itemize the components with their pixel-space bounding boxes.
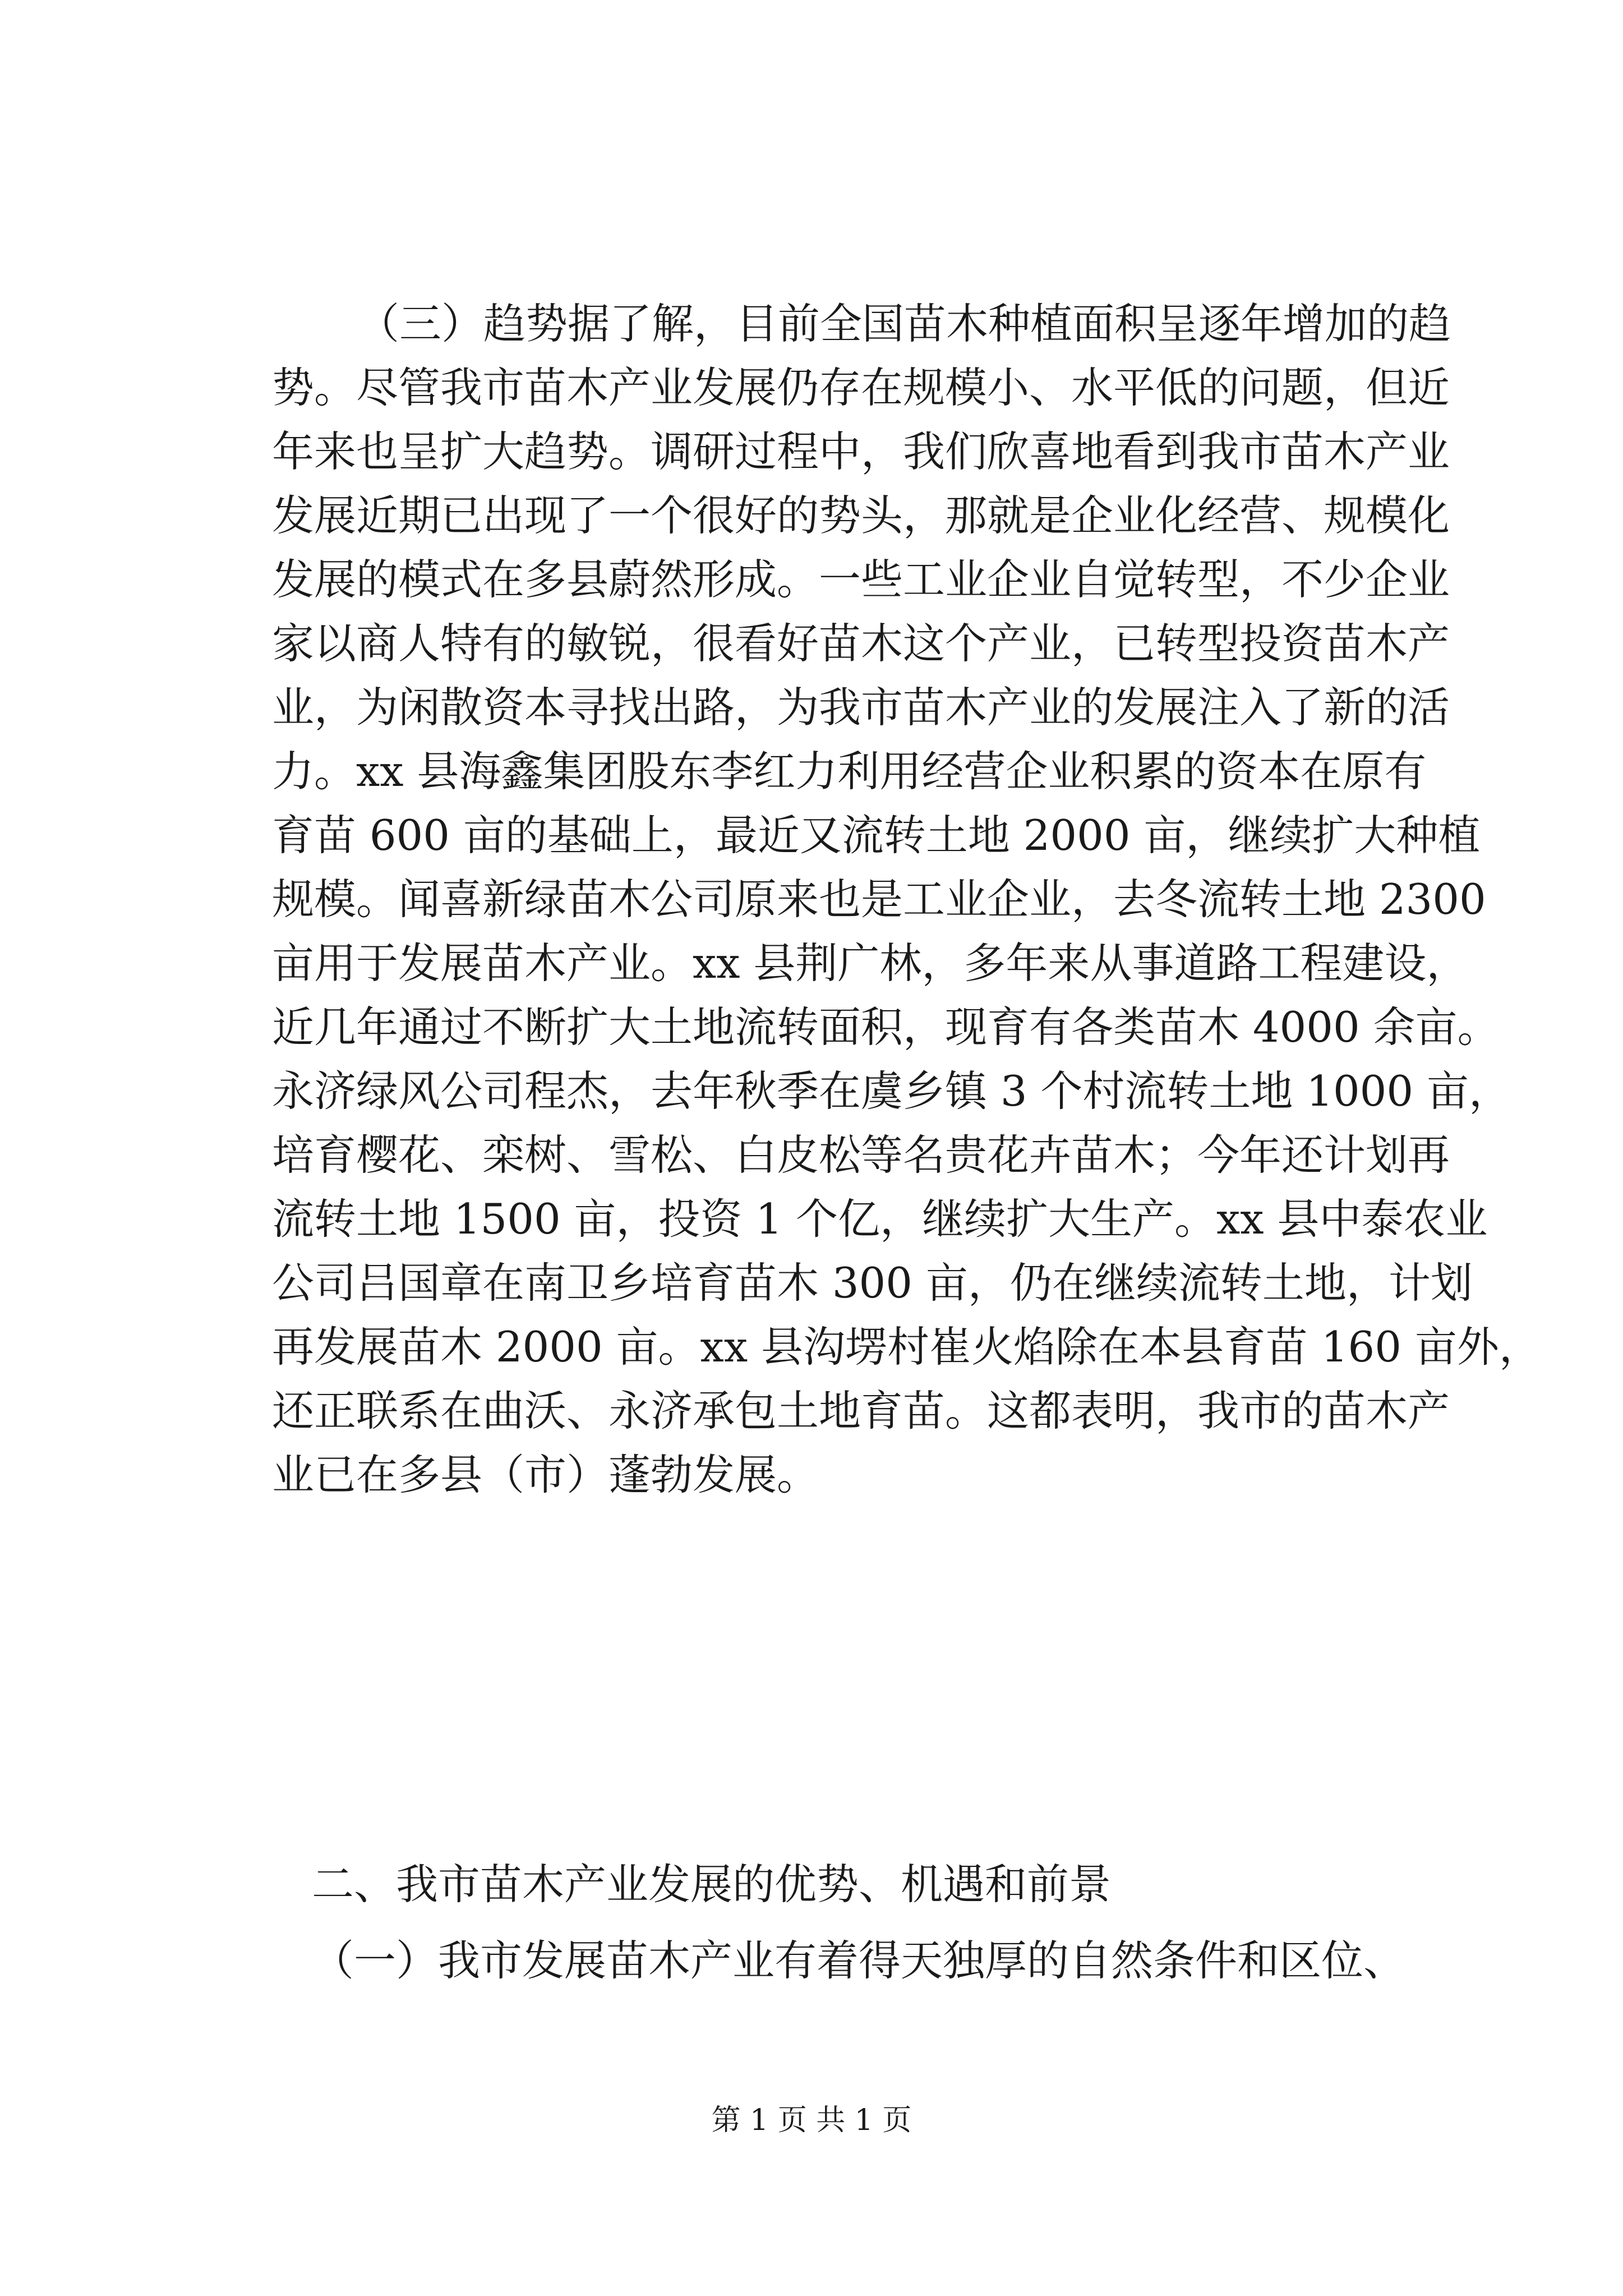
- subsection-heading: （一）我市发展苗木产业有着得天独厚的自然条件和区位、: [312, 1936, 1406, 1985]
- paragraph-line: 业已在多县（市）蓬勃发展。: [272, 1450, 819, 1499]
- paragraph-line: 年来也呈扩大趋势。调研过程中，我们欣喜地看到我市苗木产业: [272, 427, 1450, 476]
- paragraph-line: 培育樱花、栾树、雪松、白皮松等名贵花卉苗木；今年还计划再: [272, 1130, 1450, 1180]
- paragraph-line: 永济绿风公司程杰，去年秋季在虞乡镇 3 个村流转土地 1000 亩，: [272, 1066, 1511, 1116]
- paragraph-line: 育苗 600 亩的基础上，最近又流转土地 2000 亩，继续扩大种植: [272, 811, 1481, 860]
- paragraph-line: 近几年通过不断扩大土地流转面积，现育有各类苗木 4000 余亩。: [272, 1002, 1500, 1052]
- paragraph-line: （三）趋势据了解，目前全国苗木种植面积呈逐年增加的趋: [357, 299, 1451, 348]
- paragraph-line: 规模。闻喜新绿苗木公司原来也是工业企业，去冬流转土地 2300: [272, 875, 1486, 924]
- paragraph-line: 再发展苗木 2000 亩。xx 县沟塄村崔火焰除在本县育苗 160 亩外，: [272, 1322, 1541, 1372]
- paragraph-line: 势。尽管我市苗木产业发展仍存在规模小、水平低的问题，但近: [272, 363, 1450, 412]
- paragraph-line: 力。xx 县海鑫集团股东李红力利用经营企业积累的资本在原有: [272, 747, 1427, 796]
- paragraph-line: 公司吕国章在南卫乡培育苗木 300 亩，仍在继续流转土地，计划: [272, 1258, 1473, 1308]
- paragraph-line: 流转土地 1500 亩，投资 1 个亿，继续扩大生产。xx 县中泰农业: [272, 1194, 1488, 1244]
- paragraph-line: 家以商人特有的敏锐，很看好苗木这个产业，已转型投资苗木产: [272, 619, 1450, 668]
- paragraph-trend: [272, 292, 1541, 1507]
- paragraph-line: 还正联系在曲沃、永济承包土地育苗。这都表明，我市的苗木产: [272, 1386, 1450, 1435]
- section-heading: 二、我市苗木产业发展的优势、机遇和前景: [312, 1860, 1112, 1909]
- paragraph-line: 发展的模式在多县蔚然形成。一些工业企业自觉转型，不少企业: [272, 555, 1450, 604]
- paragraph-line: 发展近期已出现了一个很好的势头，那就是企业化经营、规模化: [272, 491, 1450, 540]
- page-footer: 第 1 页 共 1 页: [711, 2104, 912, 2137]
- paragraph-line: 业，为闲散资本寻找出路，为我市苗木产业的发展注入了新的活: [272, 683, 1450, 732]
- paragraph-line: 亩用于发展苗木产业。xx 县荆广林，多年来从事道路工程建设，: [272, 938, 1469, 988]
